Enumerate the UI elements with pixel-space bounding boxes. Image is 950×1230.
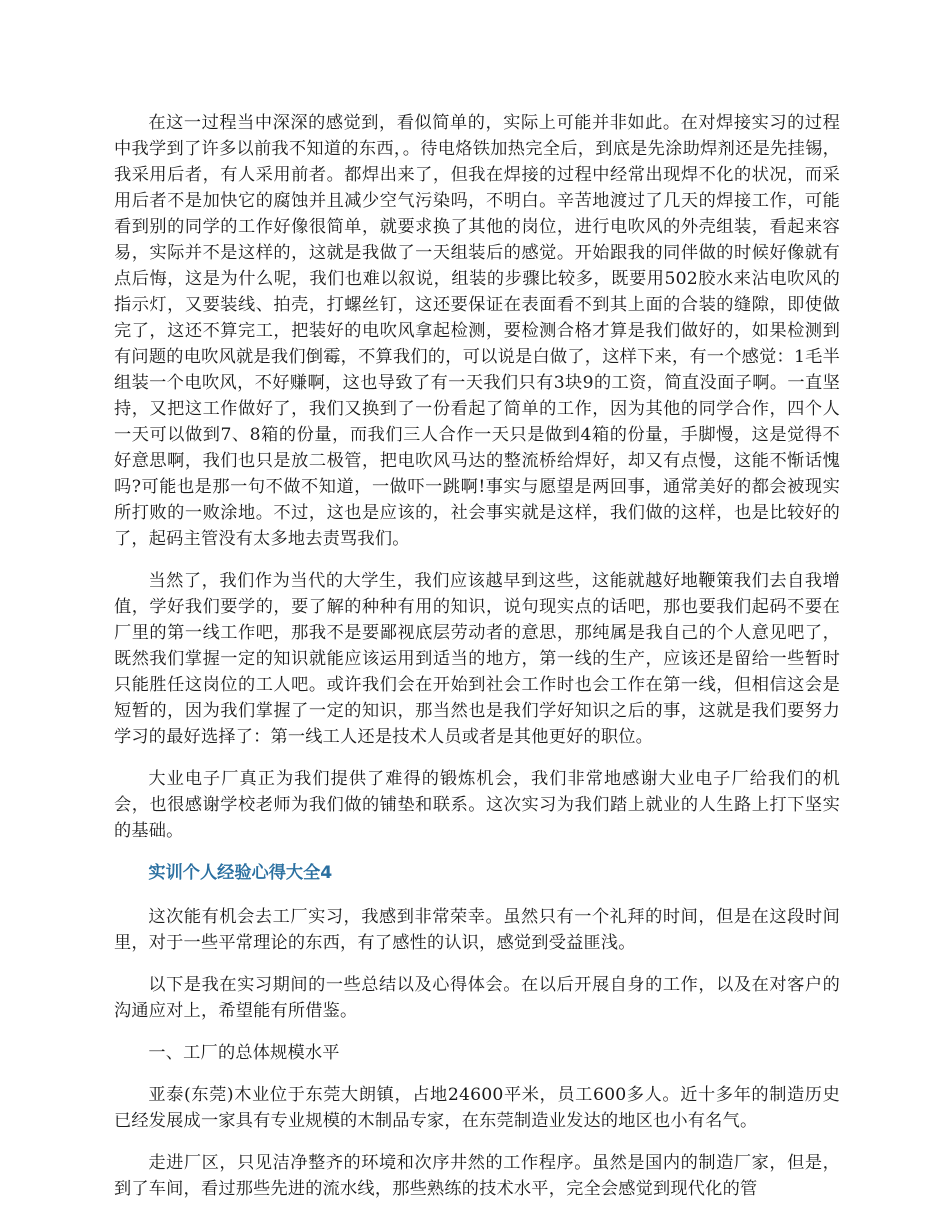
document-body [114, 110, 840, 1218]
paragraph-factory-tour: 走进厂区，只见洁净整齐的环境和次序井然的工作程序。虽然是国内的制造厂家，但是，到了车间，看过那些先进的流水线，那些熟练的技术水平，完全会感觉到现代化的管 [114, 1153, 840, 1199]
paragraph-welding-experience: 在这一过程当中深深的感觉到，看似简单的，实际上可能并非如此。在对焊接实习的过程中我学到了许多以前我不知道的东西，。待电烙铁加热完全后，到底是先涂助焊剂还是先挂锡，我采用后者，有人采用前者。都焊出来了，但我在焊接的过程中经常出现焊不化的状况，而采用后者不是加快它的腐蚀并且减少空气污染吗，不明白。辛苦地渡过了几天的焊接工作，可能看到别的同学的工作好像很简单，就要求换了其他的岗位，进行电吹风的外壳组装，看起来容易，实际并不是这样的，这就是我做了一天组装后的感觉。开始跟我的同伴做的时候好像就有点后悔，这是为什么呢，我们也难以叙说，组装的步骤比较多，既要用502胶水来沾电吹风的指示灯，又要装线、拍壳，打螺丝钉，这还要保证在表面看不到其上面的合装的缝隙，即使做完了，这还不算完工，把装好的电吹风拿起检测，要检测合格才算是我们做好的，如果检测到有问题的电吹风就是我们倒霉，不算我们的，可以说是白做了，这样下来，有一个感觉：1毛半组装一个电吹风，不好赚啊，这也导致了有一天我们只有3块9的工资，简直没面子啊。一直坚持，又把这工作做好了，我们又换到了一份看起了简单的工作，因为其他的同学合作，四个人一天可以做到7、8箱的份量，而我们三人合作一天只是做到4箱的份量，手脚慢，这是觉得不好意思啊，我们也只是放二极管，把电吹风马达的整流桥给焊好，却又有点慢，这能不惭话愧吗?可能也是那一句不做不知道，一做吓一跳啊!事实与愿望是两回事，通常美好的都会被现实所打败的一败涂地。不过，这也是应该的，社会事实就是这样，我们做的这样，也是比较好的了，起码主管没有太多地去责骂我们。 [114, 113, 840, 549]
paragraph-thanks: 大业电子厂真正为我们提供了难得的锻炼机会，我们非常地感谢大业电子厂给我们的机会，也很感谢学校老师为我们做的铺垫和联系。这次实习为我们踏上就业的人生路上打下坚实的基础。 [114, 769, 840, 841]
paragraph-company-info: 亚泰(东莞)木业位于东莞大朗镇，占地24600平米，员工600多人。近十多年的制造历史已经发展成一家具有专业规模的木制品专家，在东莞制造业发达的地区也小有名气。 [114, 1085, 840, 1131]
paragraph-student-reflection: 当然了，我们作为当代的大学生，我们应该越早到这些，这能就越好地鞭策我们去自我增值，学好我们要学的，要了解的种种有用的知识，说句现实点的话吧，那也要我们起码不要在厂里的第一线工作吧，那我不是要鄙视底层劳动者的意思，那纯属是我自己的个人意见吧了，既然我们掌握一定的知识就能应该运用到适当的地方，第一线的生产，应该还是留给一些暂时只能胜任这岗位的工人吧。或许我们会在开始到社会工作时也会工作在第一线，但相信这会是短暂的，因为我们掌握了一定的知识，那当然也是我们学好知识之后的事，这就是我们要努力学习的最好选择了：第一线工人还是技术人员或者是其他更好的职位。 [114, 571, 840, 747]
section-heading: 实训个人经验心得大全4 [148, 863, 333, 883]
subheading-factory-scale: 一、工厂的总体规模水平 [148, 1043, 340, 1063]
paragraph-intro: 这次能有机会去工厂实习，我感到非常荣幸。虽然只有一个礼拜的时间，但是在这段时间里，对于一些平常理论的东西，有了感性的认识，感觉到受益匪浅。 [114, 907, 840, 953]
paragraph-summary: 以下是我在实习期间的一些总结以及心得体会。在以后开展自身的工作，以及在对客户的沟通应对上，希望能有所借鉴。 [114, 975, 840, 1021]
